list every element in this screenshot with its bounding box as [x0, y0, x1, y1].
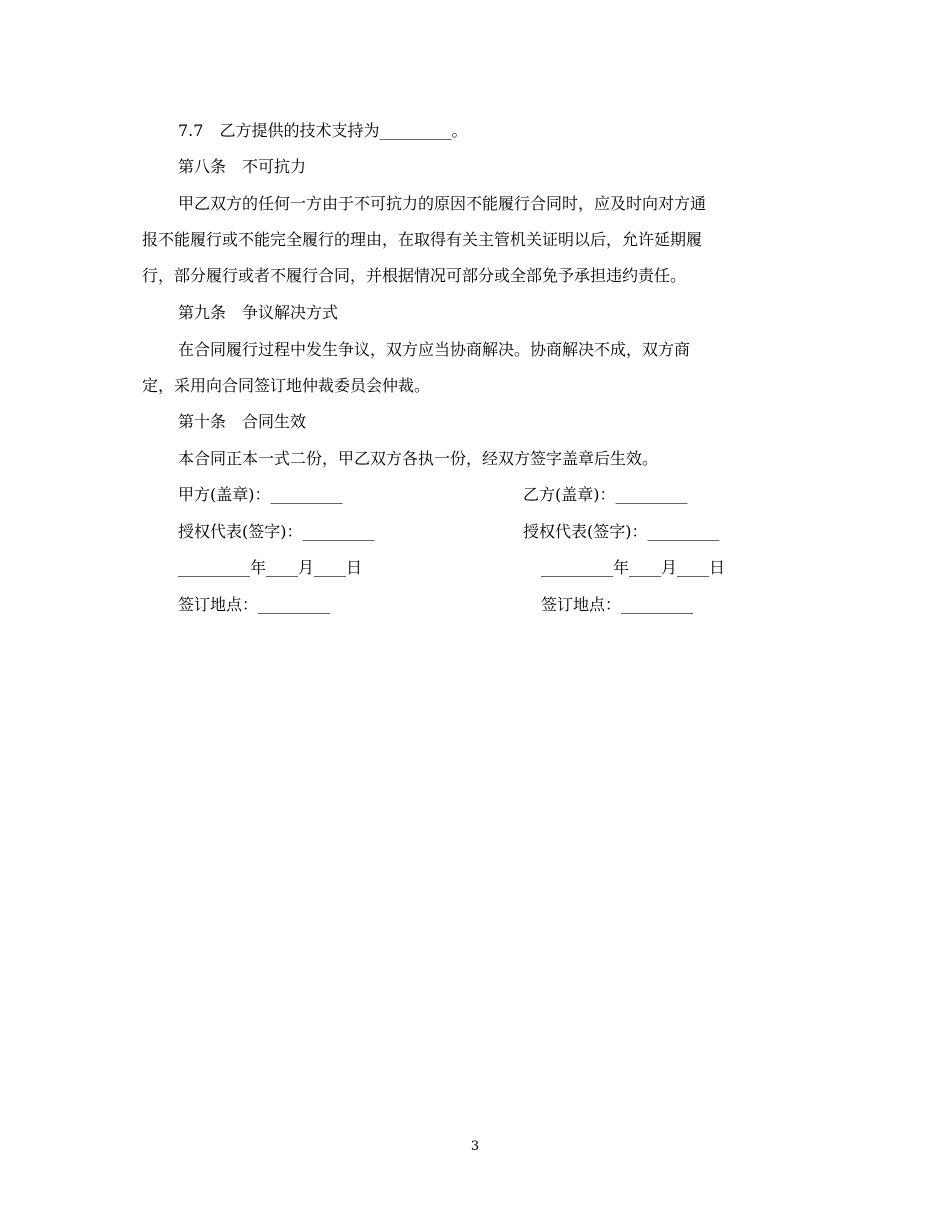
article-8-paragraph-line-1: 甲乙双方的任何一方由于不可抗力的原因不能履行合同时，应及时向对方通: [178, 194, 707, 213]
party-b-date: _________年____月____日: [541, 558, 726, 577]
article-10-paragraph-line-1: 本合同正本一式二份，甲乙双方各执一份，经双方签字盖章后生效。: [178, 449, 659, 468]
party-a-representative: 授权代表(签字)：_________: [178, 522, 375, 541]
page-number: 3: [470, 1139, 480, 1154]
party-a-seal: 甲方(盖章)：_________: [178, 485, 343, 504]
article-8-paragraph-line-3: 行，部分履行或者不履行合同，并根据情况可部分或全部免予承担违约责任。: [142, 266, 687, 285]
article-10-title: 第十条 合同生效: [178, 412, 307, 431]
article-9-title: 第九条 争议解决方式: [178, 303, 339, 322]
article-8-title: 第八条 不可抗力: [178, 157, 307, 176]
article-9-paragraph-line-2: 定，采用向合同签订地仲裁委员会仲裁。: [142, 376, 431, 395]
party-b-place: 签订地点：_________: [541, 595, 694, 614]
party-a-date: _________年____月____日: [178, 558, 363, 577]
article-9-paragraph-line-1: 在合同履行过程中发生争议，双方应当协商解决。协商解决不成，双方商: [178, 340, 691, 359]
clause-7-7: 7.7 乙方提供的技术支持为_________。: [178, 121, 468, 140]
article-8-paragraph-line-2: 报不能履行或不能完全履行的理由，在取得有关主管机关证明以后，允许延期履: [142, 230, 703, 249]
party-b-representative: 授权代表(签字)：_________: [523, 522, 720, 541]
party-a-place: 签订地点：_________: [178, 595, 331, 614]
party-b-seal: 乙方(盖章)：_________: [523, 485, 688, 504]
